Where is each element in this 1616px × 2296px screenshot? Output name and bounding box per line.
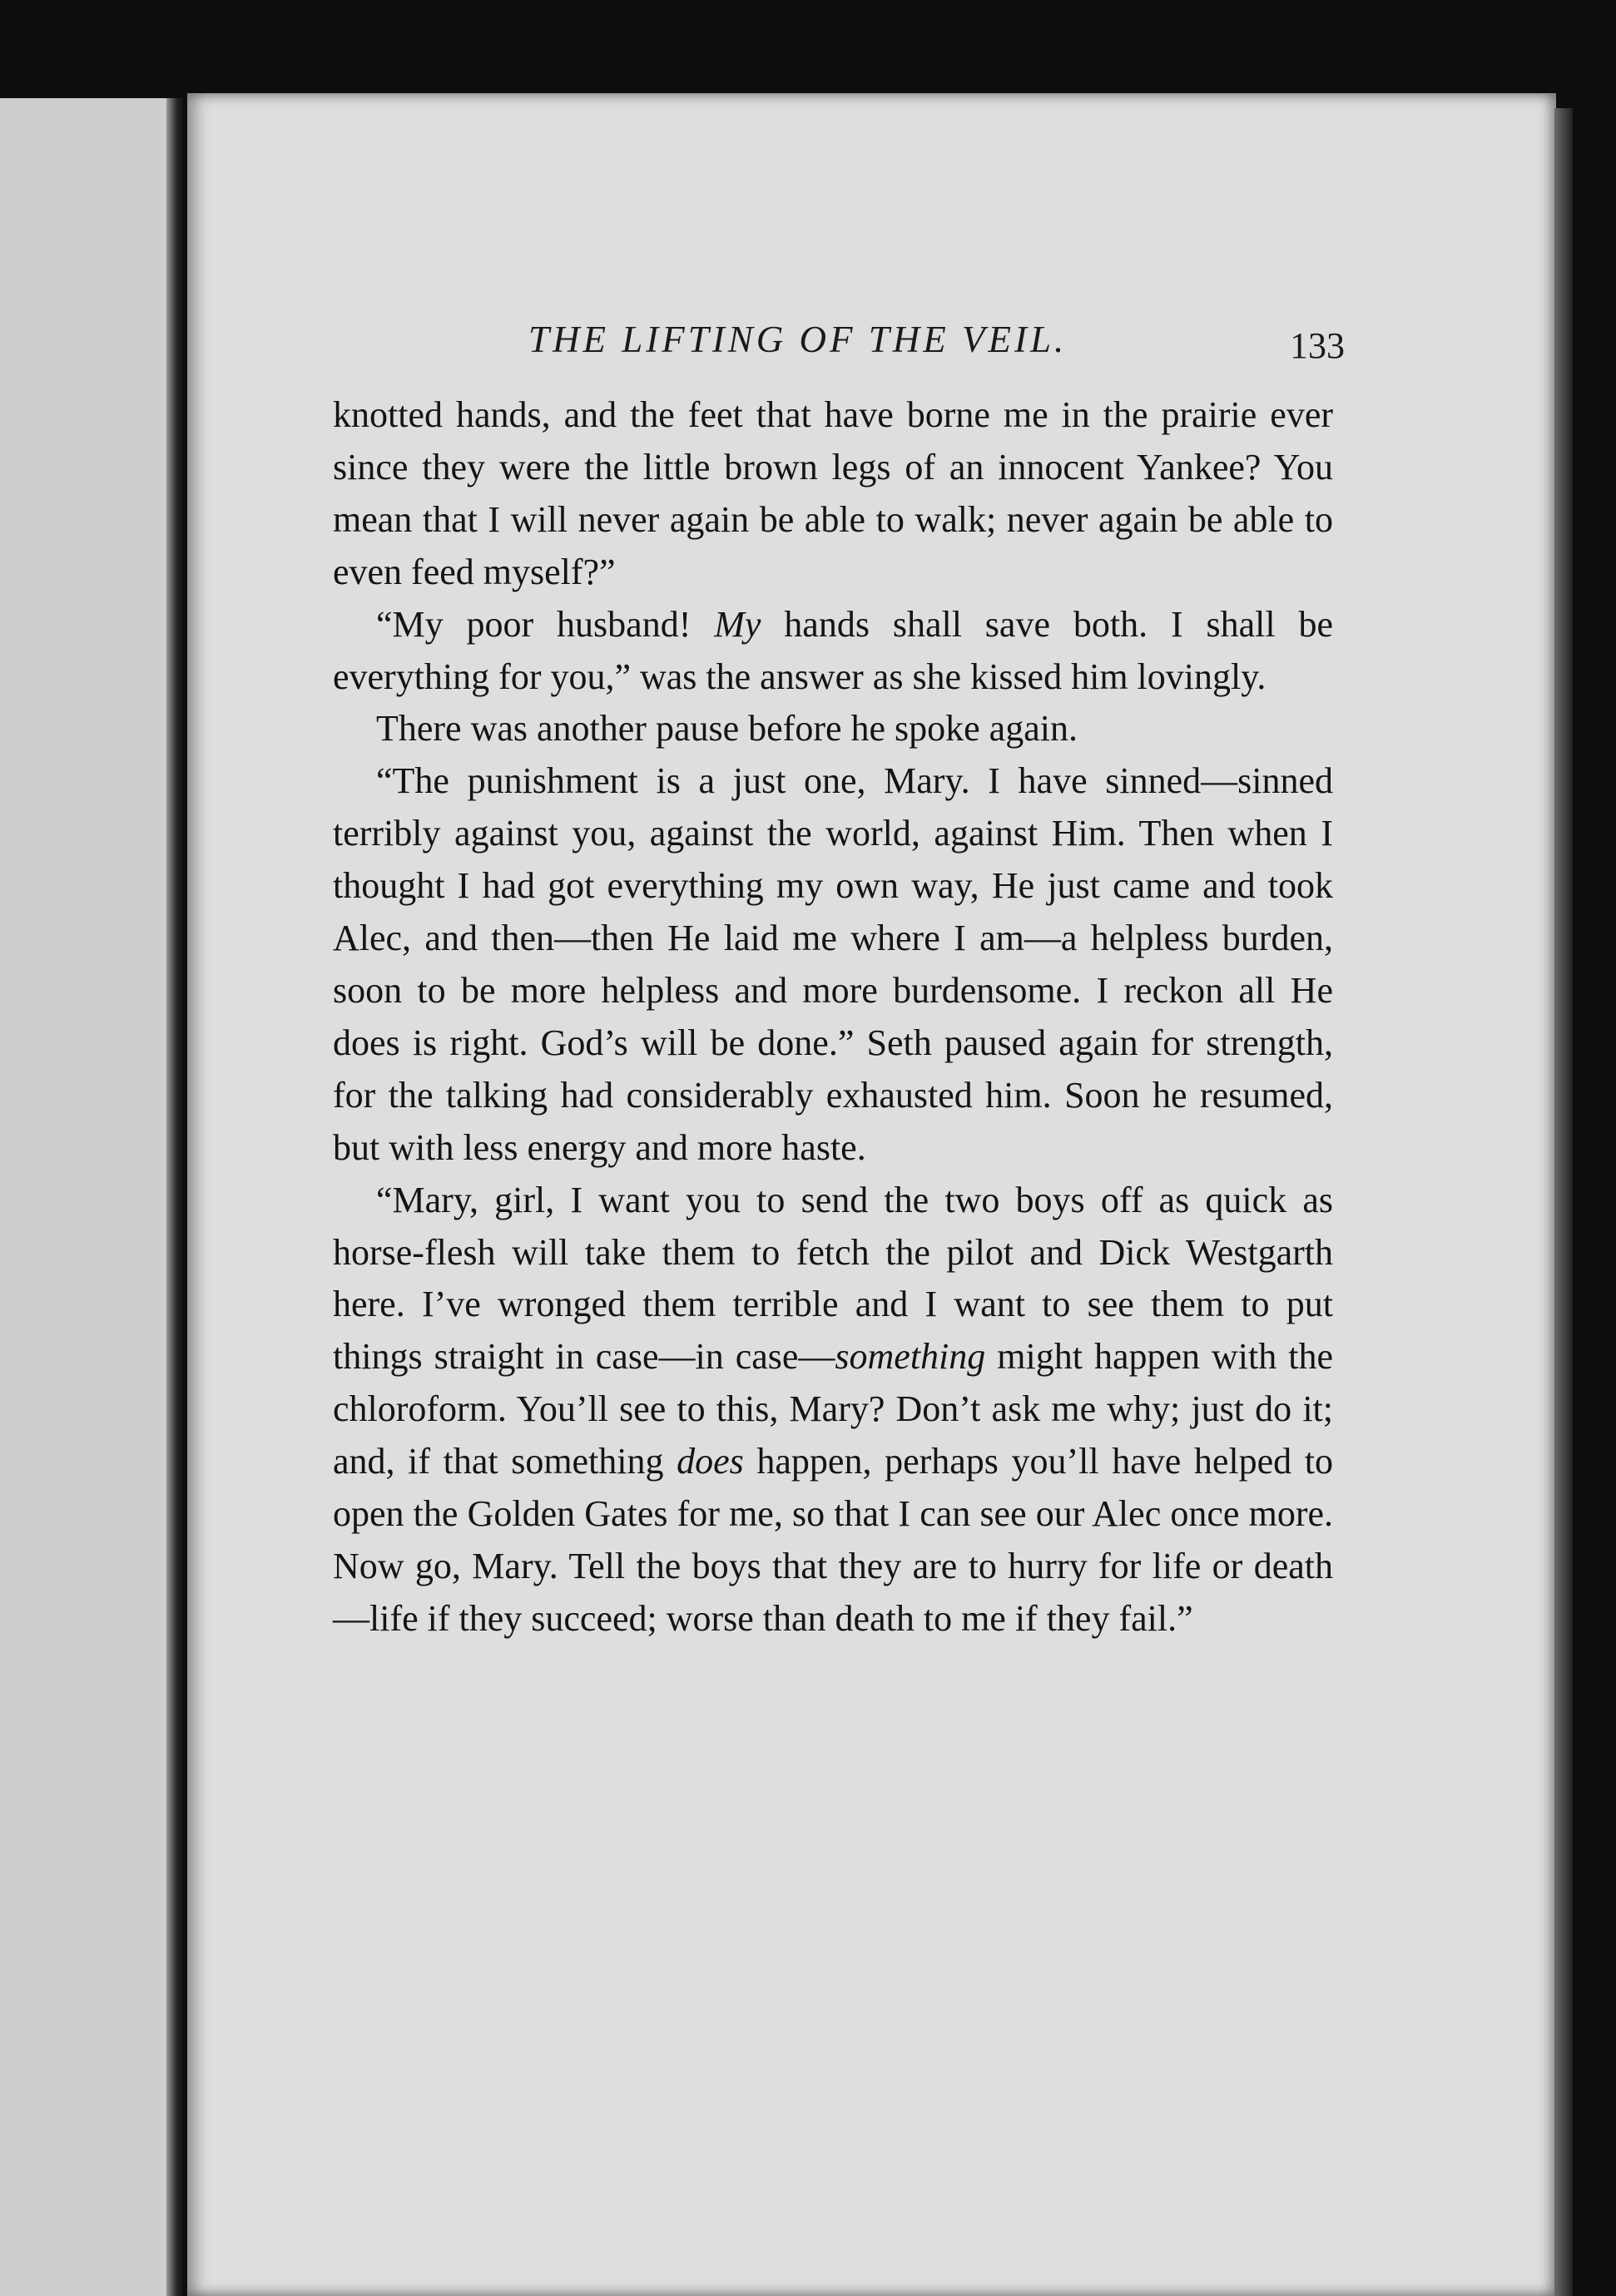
text-segment: knotted hands, and the feet that have borne me in the prairie ever since they were the little brown legs of an innocent Yankee? You mean that I will never again be able to walk; never again be able to even feed myself?”	[333, 394, 1333, 592]
page-number: 133	[1290, 325, 1345, 366]
italic-segment: My	[714, 603, 761, 645]
text-segment: “Mary, girl, I want you to send the two boys off as quick as horse-flesh will take them to fetch the pilot and Dick Westgarth here. I’ve wronged them terrible and I want to see them to put things straight in case—in case—	[333, 1179, 1333, 1378]
italic-segment: does	[677, 1441, 744, 1482]
paragraph	[333, 389, 1333, 599]
italic-segment: something	[835, 1336, 986, 1378]
text-segment: might happen with the chloroform. You’ll see to this, Mary? Don’t ask me why; just do it; and, if that something	[333, 1336, 1333, 1482]
paragraph	[333, 599, 1333, 704]
text-segment: happen, perhaps you’ll have helped to open the Golden Gates for me, so that I can see our Alec once more. Now go, Mary. Tell the boys that they are to hurry for life or death—life if they succeed; worse than death to me if they fail.”	[333, 1441, 1333, 1639]
text-segment: “The punishment is a just one, Mary. I have sinned—sinned terribly against you, against the world, against Him. Then when I thought I had got everything my own way, He just came and took Alec, and then—then He laid me where I am—a helpless burden, soon to be more helpless and more burdensome. I reckon all He does is right. God’s will be done.” Seth paused again for strength, for the talking had considerably exhausted him. Soon he resumed, but with less energy and more haste.	[333, 760, 1333, 1168]
facing-page	[0, 98, 179, 2296]
paragraph	[333, 755, 1333, 1174]
body-text	[333, 389, 1333, 1645]
book-gutter	[166, 98, 183, 2296]
text-segment: “My poor husband!	[376, 603, 715, 645]
running-head: THE LIFTING OF THE VEIL.	[528, 319, 1068, 360]
paragraph	[333, 703, 1333, 755]
text-segment: hands shall save both. I shall be everything for you,” was the answer as she kissed him lovingly.	[333, 603, 1333, 697]
text-segment: There was another pause before he spoke again.	[376, 708, 1078, 750]
paragraph	[333, 1175, 1333, 1645]
page-edge-shadow	[1554, 108, 1573, 2296]
